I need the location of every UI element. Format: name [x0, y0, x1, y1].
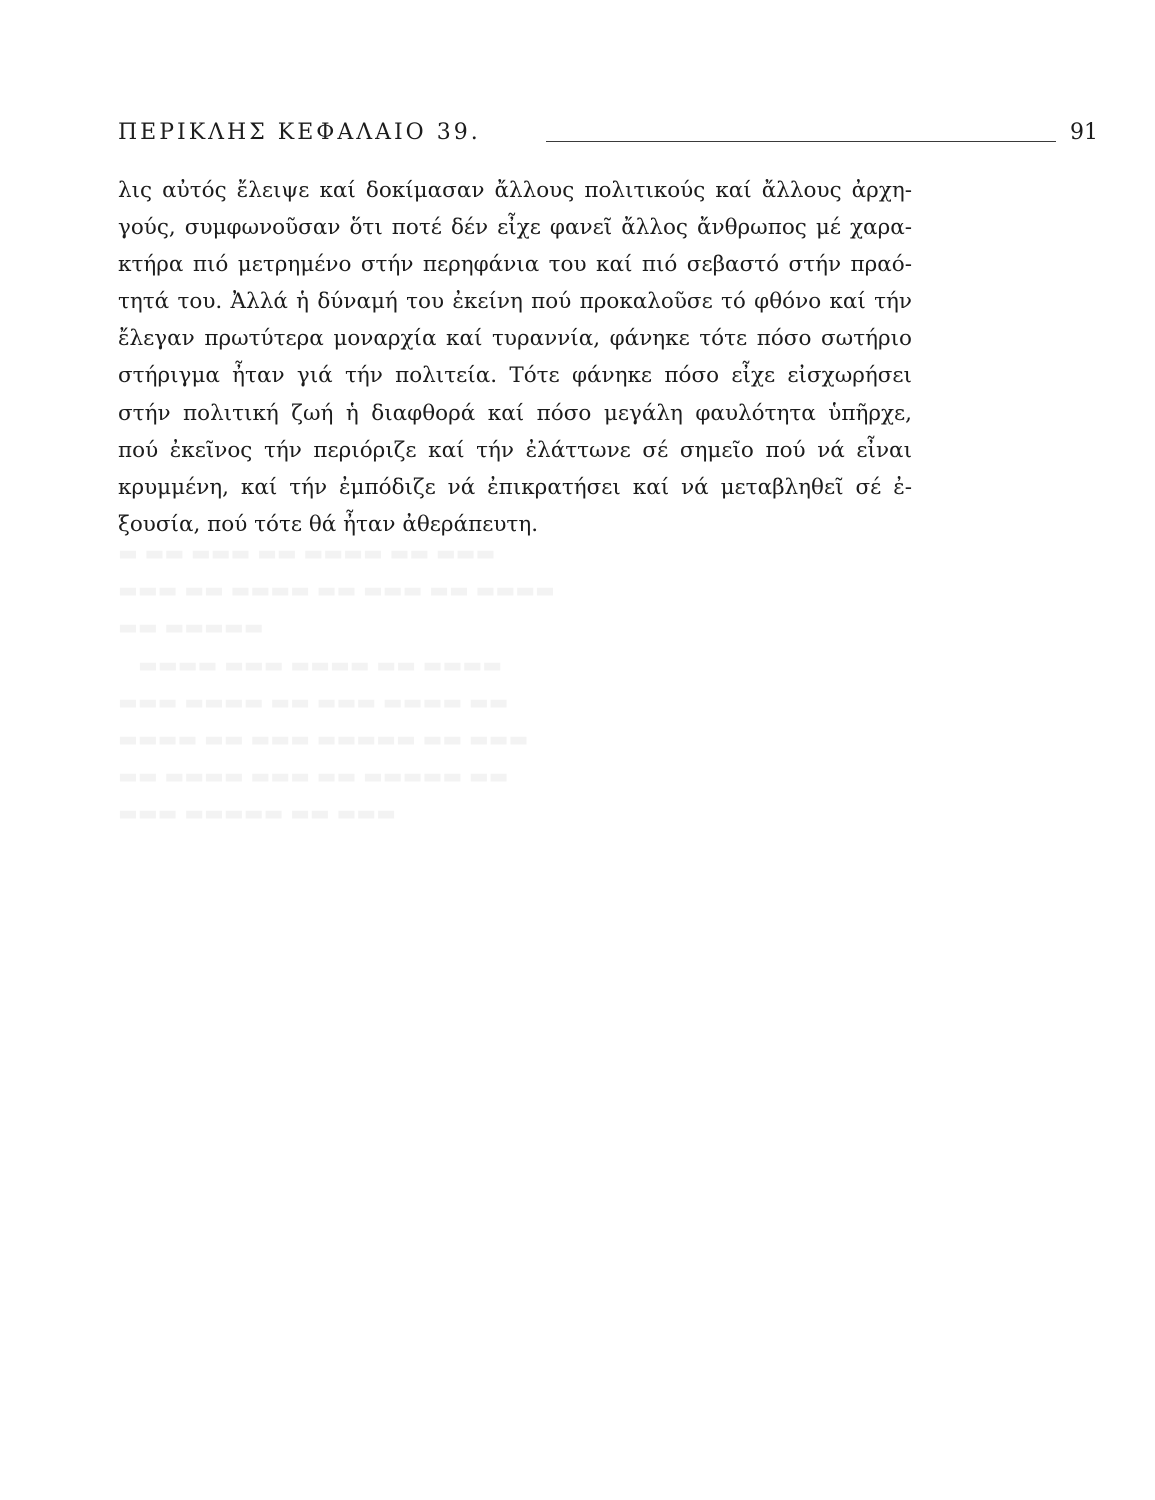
- text-line: στήριγμα ἦταν γιά τήν πολιτεία. Τότε φάνηκε πόσο εἶχε εἰσχωρήσει: [118, 363, 912, 389]
- text-line: στήν πολιτική ζωή ἡ διαφθορά καί πόσο μεγάλη φαυλότητα ὑπῆρχε,: [118, 400, 912, 426]
- chapter-title: ΠΕΡΙΚΛΗΣ ΚΕΦΑΛΑΙΟ 39.: [118, 120, 481, 145]
- page-number: 91: [1070, 120, 1098, 145]
- text-line: λις αὐτός ἔλειψε καί δοκίμασαν ἄλλους πολιτικούς καί ἄλλους ἀρχη-: [118, 178, 912, 203]
- bleed-through-texture: ▬ ▬▬ ▬▬▬ ▬▬ ▬▬▬▬ ▬▬ ▬▬▬ ▬▬▬ ▬▬ ▬▬▬▬ ▬▬ ▬▬▬ ▬▬ ▬▬▬▬ ▬▬ ▬▬▬▬▬ ▬▬▬▬ ▬▬▬ ▬▬▬▬ ▬▬ ▬▬▬▬ ▬▬▬ ▬▬▬▬ ▬▬ ▬▬▬ ▬▬▬▬ ▬▬ ▬▬▬▬ ▬▬ ▬▬▬ ▬▬▬▬▬ ▬▬ ▬▬▬ ▬▬ ▬▬▬▬ ▬▬▬ ▬▬ ▬▬▬▬▬ ▬▬ ▬▬▬ ▬▬▬▬▬ ▬▬ ▬▬▬: [118, 541, 555, 826]
- header-rule: [546, 141, 1056, 142]
- text-line: ἔλεγαν πρωτύτερα μοναρχία καί τυραννία, φάνηκε τότε πόσο σωτήριο: [118, 326, 912, 352]
- running-header: [118, 120, 1098, 156]
- text-line: κρυμμένη, καί τήν ἐμπόδιζε νά ἐπικρατήσει καί νά μεταβληθεῖ σέ ἐ-: [118, 474, 912, 500]
- text-line: κτήρα πιό μετρημένο στήν περηφάνια του καί πιό σεβαστό στήν πραό-: [118, 252, 912, 278]
- body-text: [118, 172, 912, 543]
- text-line: ξουσία, πού τότε θά ἦταν ἀθεράπευτη.: [118, 511, 539, 537]
- text-line: πού ἐκεῖνος τήν περιόριζε καί τήν ἐλάττωνε σέ σημεῖο πού νά εἶναι: [118, 437, 912, 463]
- text-line: τητά του. Ἀλλά ἡ δύναμή του ἐκείνη πού προκαλοῦσε τό φθόνο καί τήν: [118, 289, 912, 315]
- text-line: γούς, συμφωνοῦσαν ὅτι ποτέ δέν εἶχε φανεῖ ἄλλος ἄνθρωπος μέ χαρα-: [118, 215, 912, 241]
